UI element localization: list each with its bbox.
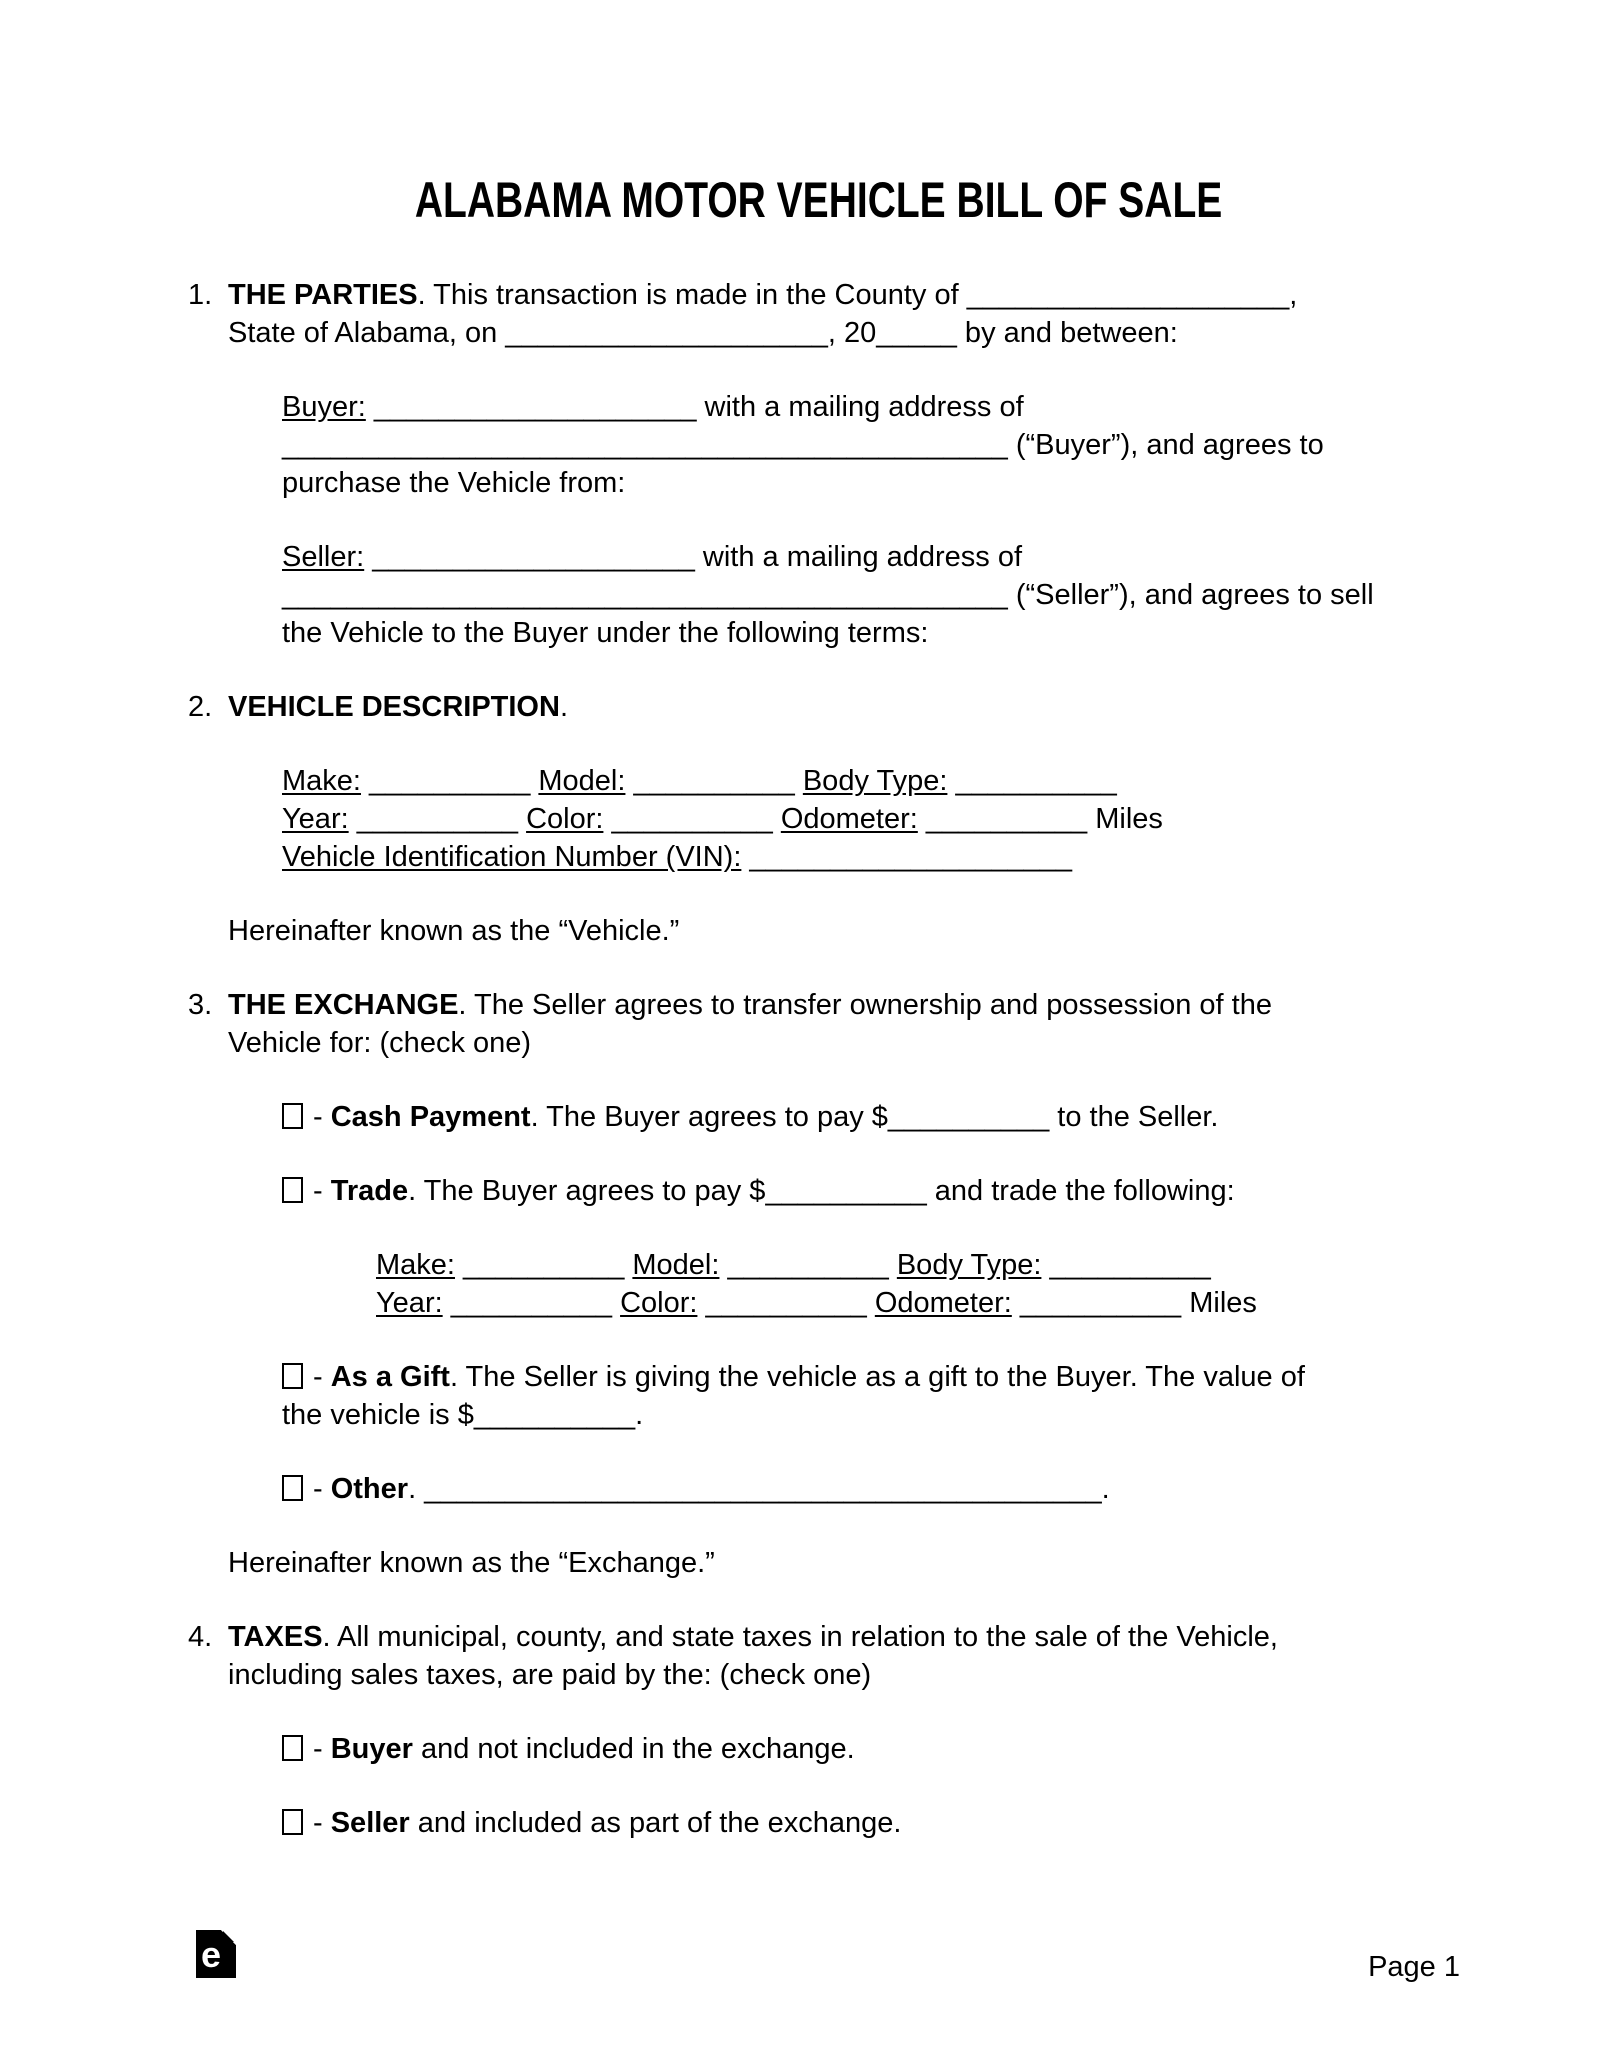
trade-vehicle-line-1 — [376, 1246, 1450, 1284]
gift-dash: - — [313, 1361, 331, 1393]
make-blank: __________ — [360, 765, 539, 797]
taxes-buyer-dash: - — [313, 1733, 331, 1765]
taxes-seller-dash: - — [313, 1807, 331, 1839]
taxes-seller-option — [282, 1804, 1450, 1842]
hereinafter-vehicle — [228, 912, 1450, 950]
body-type-label: Body Type: — [802, 765, 948, 797]
trade-odometer-label: Odometer: — [874, 1287, 1012, 1319]
body-type-blank: __________ — [947, 765, 1117, 797]
hereinafter-vehicle-text: Hereinafter known as the “Vehicle.” — [228, 915, 680, 947]
other-checkbox[interactable] — [282, 1475, 303, 1501]
other-label: Other — [330, 1473, 409, 1505]
vehicle-description-heading: VEHICLE DESCRIPTION — [228, 691, 560, 723]
vin-label: Vehicle Identification Number (VIN): — [282, 841, 742, 873]
trade-color-label: Color: — [620, 1287, 698, 1319]
trade-dash: - — [313, 1175, 331, 1207]
vehicle-details-line-1 — [282, 762, 1450, 800]
buyer-label: Buyer: — [282, 391, 366, 423]
trade-miles-suffix: Miles — [1189, 1287, 1257, 1319]
seller-line-3: the Vehicle to the Buyer under the following terms: — [282, 617, 929, 649]
seller-name-blank: ____________________ with a mailing address of — [364, 541, 1023, 573]
exchange-line-1-text: . The Seller agrees to transfer ownership and possession of the — [458, 989, 1272, 1021]
trade-label: Trade — [330, 1175, 409, 1207]
model-label: Model: — [538, 765, 626, 797]
cash-payment-option — [282, 1098, 1450, 1136]
seller-clause — [282, 538, 1450, 652]
taxes-line-2: including sales taxes, are paid by the: (check one) — [228, 1659, 872, 1691]
trade-text: . The Buyer agrees to pay $__________ and trade the following: — [408, 1175, 1235, 1207]
seller-label: Seller: — [282, 541, 365, 573]
vehicle-description-heading-line — [228, 688, 1450, 726]
gift-option — [282, 1358, 1450, 1434]
buyer-name-blank: ____________________ with a mailing address of — [365, 391, 1024, 423]
section-number-2: 2. — [188, 691, 213, 723]
trade-line — [282, 1172, 1450, 1210]
cash-payment-checkbox[interactable] — [282, 1103, 303, 1129]
gift-line-1 — [282, 1358, 1450, 1396]
other-dash: - — [313, 1473, 331, 1505]
eforms-logo-letter: e — [200, 1934, 222, 1975]
color-blank: __________ — [603, 803, 781, 835]
vehicle-description-heading-period: . — [559, 691, 568, 723]
trade-model-label: Model: — [632, 1249, 720, 1281]
trade-option — [282, 1172, 1450, 1210]
trade-body-type-blank: __________ — [1041, 1249, 1211, 1281]
trade-body-type-label: Body Type: — [896, 1249, 1042, 1281]
trade-year-label: Year: — [376, 1287, 443, 1319]
cash-payment-dash: - — [313, 1101, 331, 1133]
cash-payment-line — [282, 1098, 1450, 1136]
trade-vehicle-details-block — [376, 1246, 1450, 1322]
section-the-exchange — [188, 986, 1450, 1062]
gift-line-2: the vehicle is $__________. — [282, 1399, 644, 1431]
gift-label: As a Gift — [330, 1361, 450, 1393]
taxes-seller-line — [282, 1804, 1450, 1842]
cash-payment-label: Cash Payment — [330, 1101, 531, 1133]
section-number-4: 4. — [188, 1621, 213, 1653]
model-blank: __________ — [625, 765, 803, 797]
exchange-heading: THE EXCHANGE — [228, 989, 459, 1021]
page-title-text: ALABAMA MOTOR VEHICLE BILL OF SALE — [415, 172, 1223, 228]
vehicle-details-line-2 — [282, 800, 1450, 838]
section-vehicle-description — [188, 688, 1450, 726]
parties-line-2: State of Alabama, on ____________________, 20_____ by and between: — [228, 317, 1178, 349]
taxes-seller-label: Seller — [330, 1807, 410, 1839]
trade-checkbox[interactable] — [282, 1177, 303, 1203]
other-option — [282, 1470, 1450, 1508]
buyer-line-1 — [282, 388, 1450, 426]
taxes-line-1-text: . All municipal, county, and state taxes in relation to the sale of the Vehicle, — [322, 1621, 1278, 1653]
eforms-logo-icon — [196, 1930, 236, 1978]
trade-color-blank: __________ — [697, 1287, 875, 1319]
buyer-line-3: purchase the Vehicle from: — [282, 467, 626, 499]
seller-line-1 — [282, 538, 1450, 576]
trade-model-blank: __________ — [719, 1249, 897, 1281]
buyer-address-blank: _____________________________________________ (“Buyer”), and agrees to — [282, 429, 1324, 461]
hereinafter-exchange — [228, 1544, 1450, 1582]
section-the-parties — [188, 276, 1450, 352]
page-title — [188, 172, 1450, 228]
miles-suffix: Miles — [1095, 803, 1163, 835]
other-line — [282, 1470, 1450, 1508]
vin-blank: ____________________ — [741, 841, 1073, 873]
trade-make-label: Make: — [376, 1249, 455, 1281]
taxes-buyer-text: and not included in the exchange. — [412, 1733, 855, 1765]
buyer-clause — [282, 388, 1450, 502]
trade-year-blank: __________ — [442, 1287, 621, 1319]
parties-line-1 — [228, 276, 1450, 314]
taxes-line-1 — [228, 1618, 1450, 1656]
section-taxes — [188, 1618, 1450, 1694]
parties-heading: THE PARTIES — [228, 279, 418, 311]
taxes-buyer-line — [282, 1730, 1450, 1768]
seller-address-blank: _____________________________________________ (“Seller”), and agrees to sell — [282, 579, 1374, 611]
color-label: Color: — [526, 803, 604, 835]
year-label: Year: — [282, 803, 349, 835]
gift-text: . The Seller is giving the vehicle as a gift to the Buyer. The value of — [449, 1361, 1305, 1393]
section-number-1: 1. — [188, 279, 213, 311]
taxes-seller-text: and included as part of the exchange. — [409, 1807, 902, 1839]
cash-payment-text: . The Buyer agrees to pay $__________ to the Seller. — [530, 1101, 1219, 1133]
taxes-buyer-option — [282, 1730, 1450, 1768]
parties-line-1-text: . This transaction is made in the County of ____________________, — [417, 279, 1298, 311]
trade-vehicle-line-2 — [376, 1284, 1450, 1322]
taxes-buyer-label: Buyer — [330, 1733, 413, 1765]
trade-make-blank: __________ — [454, 1249, 633, 1281]
trade-odometer-blank: __________ — [1011, 1287, 1190, 1319]
taxes-heading: TAXES — [228, 1621, 323, 1653]
page-number: Page 1 — [1368, 1951, 1460, 1983]
hereinafter-exchange-text: Hereinafter known as the “Exchange.” — [228, 1547, 715, 1579]
vehicle-details-block — [282, 762, 1450, 876]
exchange-line-2: Vehicle for: (check one) — [228, 1027, 532, 1059]
gift-checkbox[interactable] — [282, 1363, 303, 1389]
exchange-line-1 — [228, 986, 1450, 1024]
taxes-seller-checkbox[interactable] — [282, 1809, 303, 1835]
other-blank: . __________________________________________. — [408, 1473, 1110, 1505]
taxes-buyer-checkbox[interactable] — [282, 1735, 303, 1761]
odometer-blank: __________ — [917, 803, 1096, 835]
vehicle-details-line-3 — [282, 838, 1450, 876]
year-blank: __________ — [348, 803, 527, 835]
odometer-label: Odometer: — [780, 803, 918, 835]
make-label: Make: — [282, 765, 361, 797]
section-number-3: 3. — [188, 989, 213, 1021]
